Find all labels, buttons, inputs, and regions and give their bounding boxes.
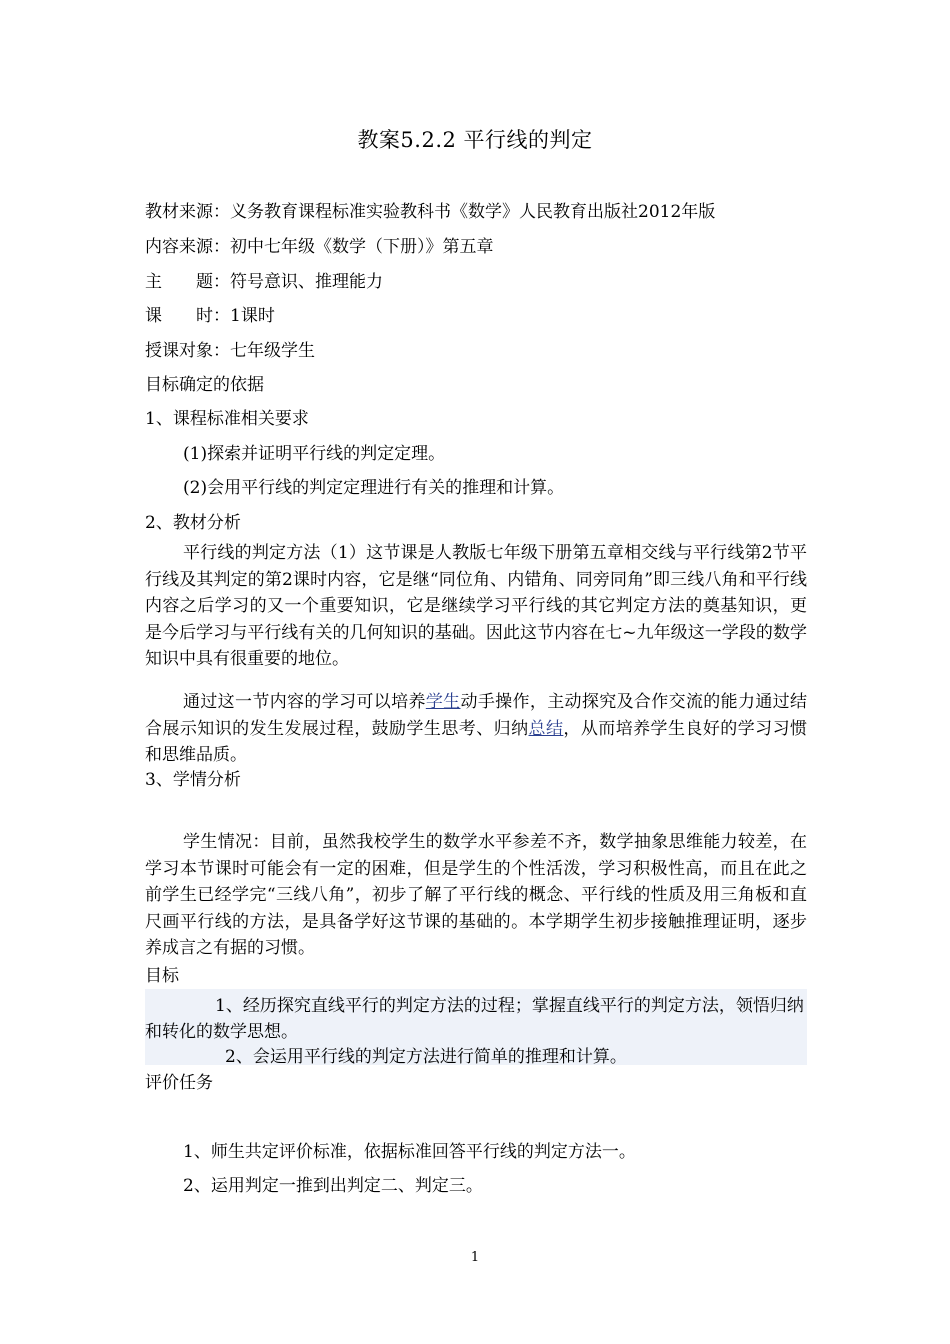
goal-1: 1、经历探究直线平行的判定方法的过程；掌握直线平行的判定方法，领悟归纳和转化的数学思想。: [145, 996, 804, 1042]
info-source: 教材来源：义务教育课程标准实验教科书《数学》人民教育出版社2012年版: [145, 202, 716, 222]
info-content: 内容来源：初中七年级《数学（下册）》第五章: [145, 237, 494, 257]
info-audience: 授课对象：七年级学生: [145, 341, 315, 361]
page-number: 1: [470, 1250, 480, 1265]
evaluation-task-1: 1、师生共定评价标准，依据标准回答平行线的判定方法一。: [183, 1142, 636, 1162]
section1-item-1: (1)探索并证明平行线的判定定理。: [183, 444, 446, 464]
section1-item-2: (2)会用平行线的判定定理进行有关的推理和计算。: [183, 478, 565, 498]
section2-heading: 2、教材分析: [145, 513, 241, 533]
link-summary[interactable]: 总结: [528, 718, 564, 739]
page-title: 教案5.2.2 平行线的判定: [357, 128, 593, 152]
goal-2: 2、会运用平行线的判定方法进行简单的推理和计算。: [225, 1047, 627, 1067]
section3-paragraph: 学生情况：目前，虽然我校学生的数学水平参差不齐，数学抽象思维能力较差，在学习本节课时可能会有一定的困难，但是学生的个性活泼，学习积极性高，而且在此之前学生已经学完“三线八角”，初步了解了平行线的概念、平行线的性质及用三角板和直尺画平行线的方法，是具备学好这节课的基础的。本学期学生初步接触推理证明，逐步养成言之有据的习惯。: [145, 832, 807, 958]
info-topic: 主 题：符号意识、推理能力: [145, 272, 383, 292]
goals-heading: 目标: [145, 966, 179, 986]
evaluation-heading: 评价任务: [145, 1073, 213, 1093]
para2-text-c: ，从而培养学生良好的学习习惯和思维品质。: [145, 718, 808, 765]
basis-heading: 目标确定的依据: [145, 375, 264, 395]
evaluation-task-2: 2、运用判定一推到出判定二、判定三。: [183, 1176, 483, 1196]
link-student[interactable]: 学生: [425, 692, 461, 712]
section2-paragraph-1: 平行线的判定方法（1）这节课是人教版七年级下册第五章相交线与平行线第2节平行线及其判定的第2课时内容，它是继“同位角、内错角、同旁同角”即三线八角和平行线内容之后学习的又一个重要知识，它是继续学习平行线的其它判定方法的奠基知识，更是今后学习与平行线有关的几何知识的基础。因此这节内容在七~九年级这一学段的数学知识中具有很重要的地位。: [145, 543, 807, 669]
info-hours: 课 时：1课时: [145, 306, 275, 326]
section2-paragraph-2: [145, 689, 807, 769]
section3-heading: 3、学情分析: [145, 770, 241, 790]
goals-highlight: [145, 989, 807, 1065]
para2-text-a: 通过这一节内容的学习可以培养: [183, 692, 426, 712]
section1-heading: 1、课程标准相关要求: [145, 409, 309, 429]
para2-text-b: 动手操作，主动探究及合作交流的能力通过结合展示知识的发生发展过程，鼓励学生思考、归纳: [145, 692, 808, 739]
